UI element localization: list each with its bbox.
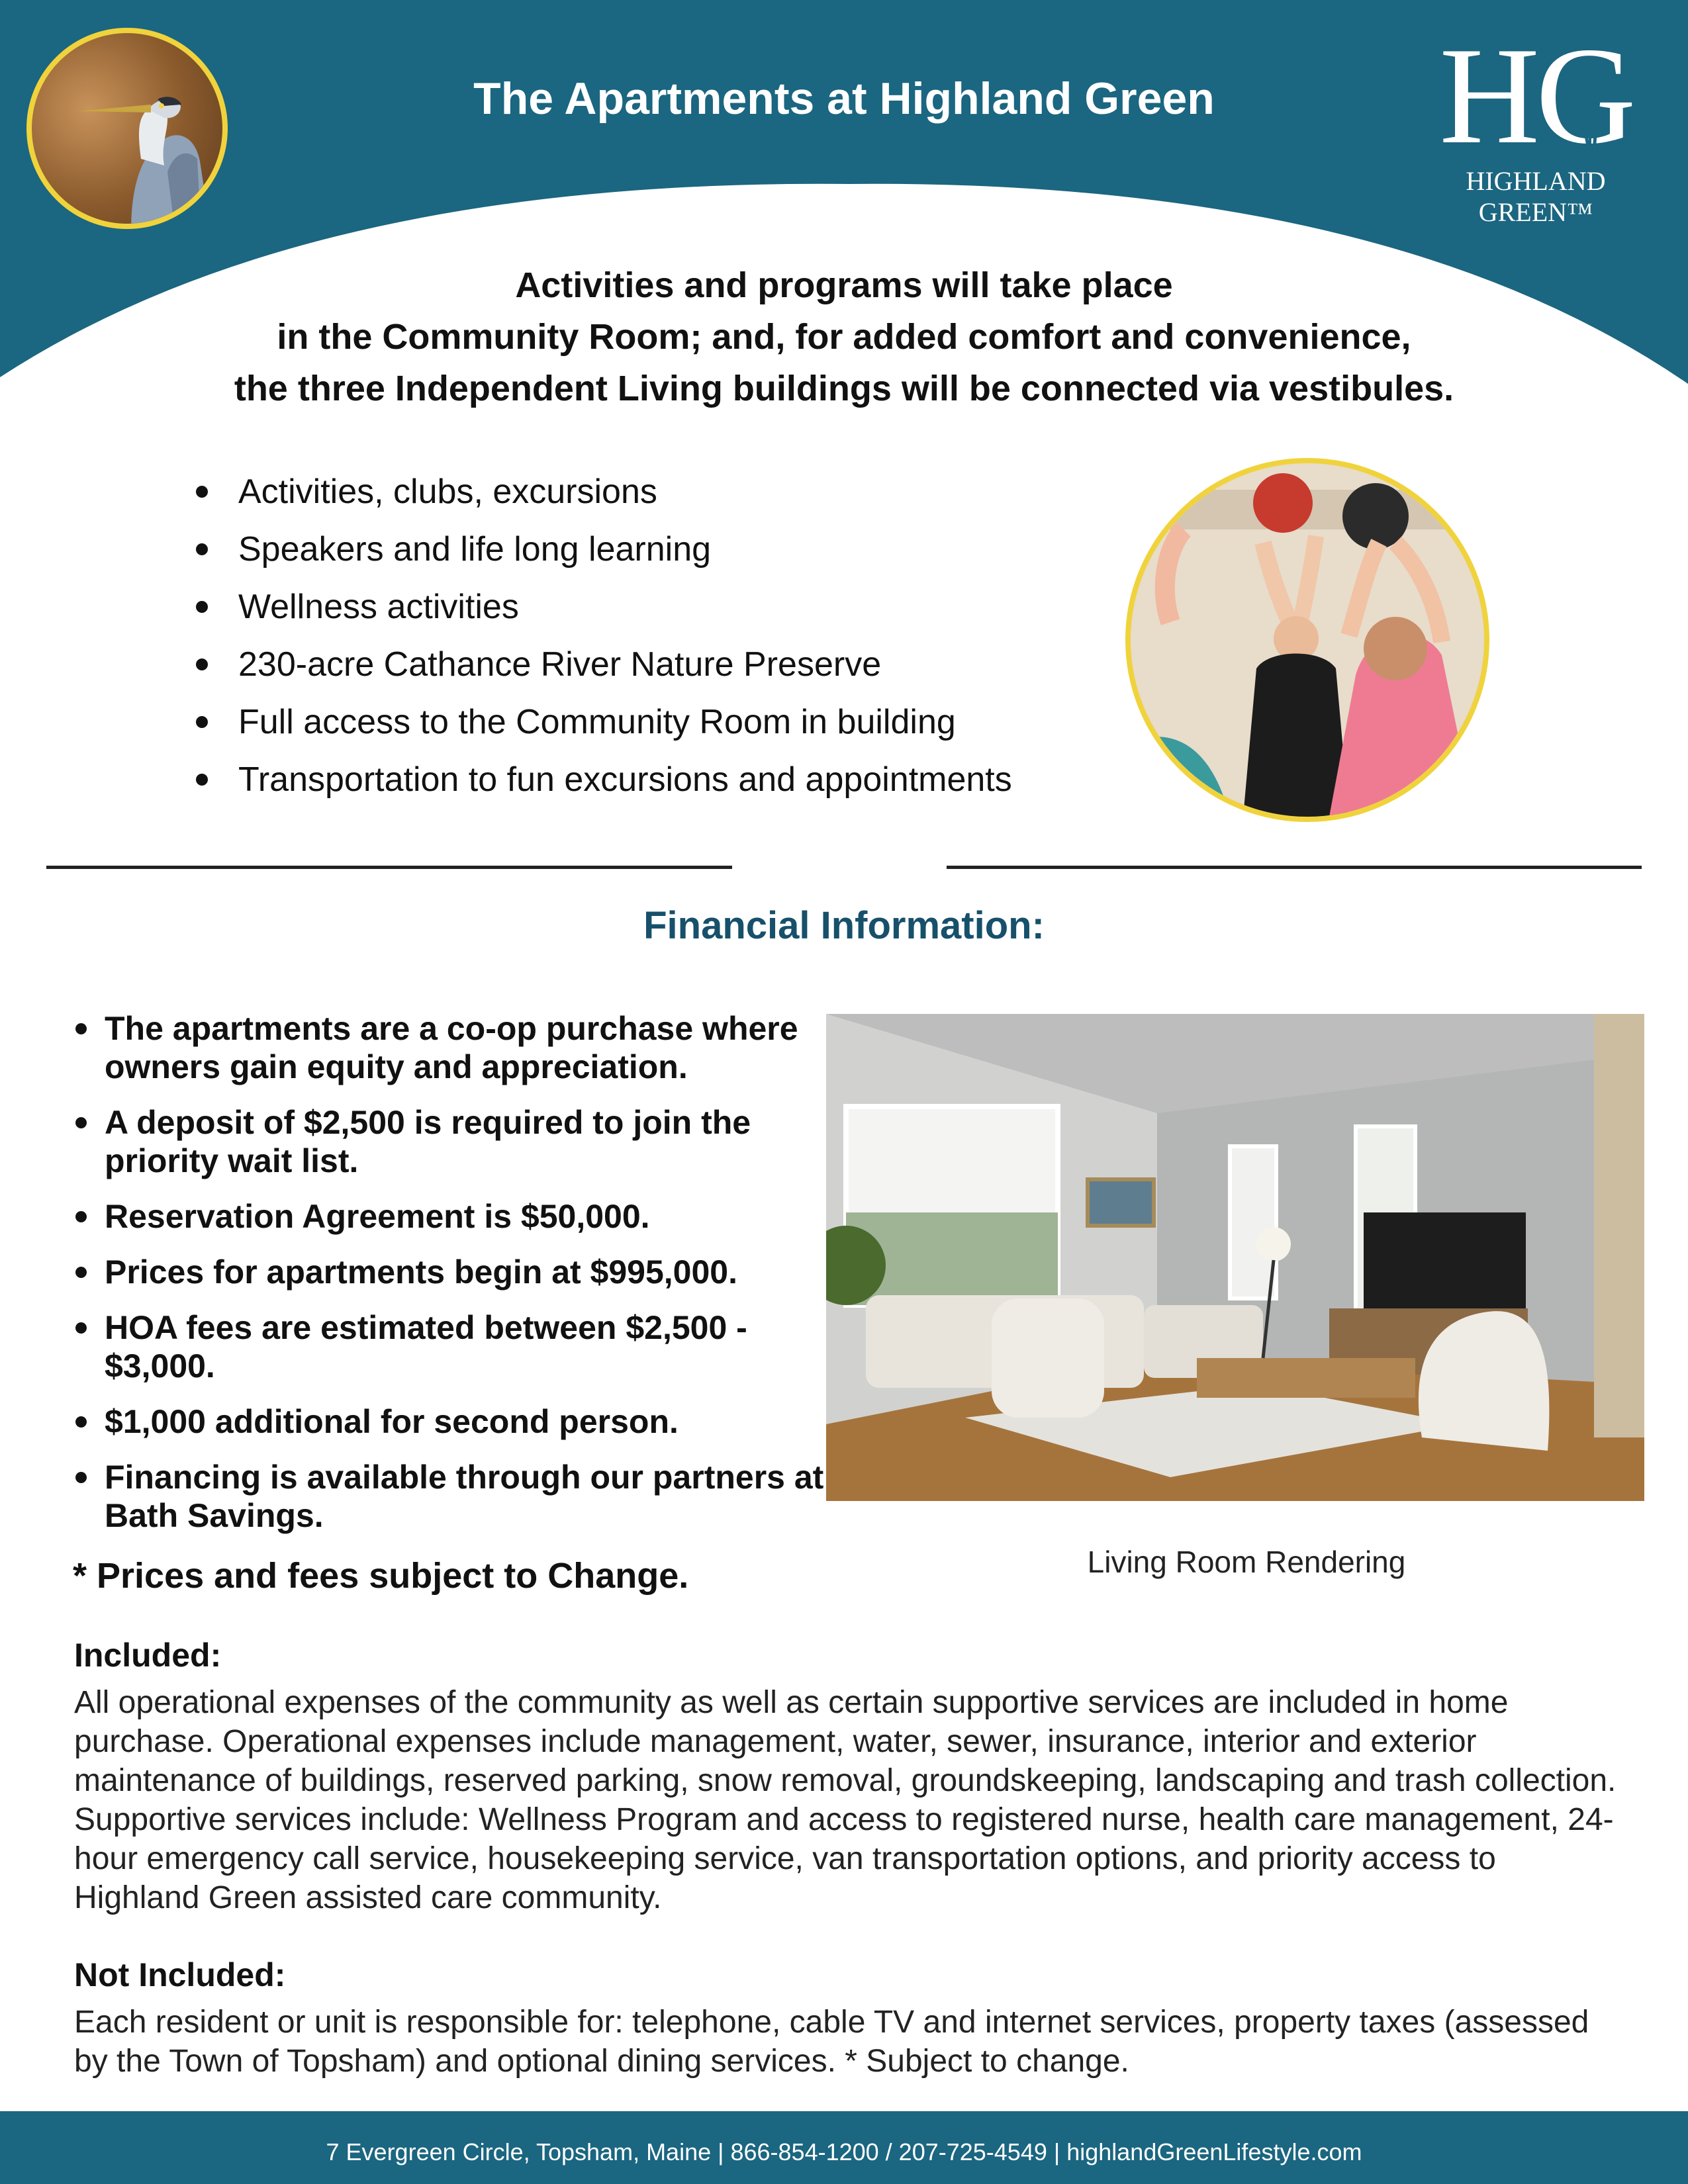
image-caption: Living Room Rendering xyxy=(1087,1545,1406,1579)
list-item: Transportation to fun excursions and appointments xyxy=(192,751,1119,809)
list-item: The apartments are a co-op purchase where owners gain equity and appreciation. xyxy=(73,1009,834,1086)
living-room-rendering xyxy=(826,1014,1644,1501)
list-item: $1,000 additional for second person. xyxy=(73,1402,834,1441)
grass-icon xyxy=(1566,53,1618,165)
financial-list xyxy=(73,1009,834,1552)
footer-contact: 7 Evergreen Circle, Topsham, Maine | 866-854-1200 / 207-725-4549 | highlandGreenLifestyle.com xyxy=(326,2138,1362,2165)
logo-mark: HG xyxy=(1439,19,1632,173)
list-item: Speakers and life long learning xyxy=(192,521,1119,578)
not-included-text: Each resident or unit is responsible for: telephone, cable TV and internet services, property taxes (assessed by the Town of Topsham) and optional dining services. * Subject to change. xyxy=(74,2005,1589,2079)
heron-photo xyxy=(26,28,228,229)
intro-line: Activities and programs will take place xyxy=(515,265,1173,305)
not-included-heading: Not Included: xyxy=(74,1956,286,1993)
list-item: 230-acre Cathance River Nature Preserve xyxy=(192,636,1119,694)
activities-list xyxy=(192,463,1119,809)
list-item: Reservation Agreement is $50,000. xyxy=(73,1197,834,1236)
list-item: Financing is available through our partners at Bath Savings. xyxy=(73,1458,834,1535)
highland-green-logo xyxy=(1410,19,1675,227)
list-item: HOA fees are estimated between $2,500 - $3,000. xyxy=(73,1308,834,1385)
included-text: All operational expenses of the community as well as certain supportive services are included in home purchase. Operational expenses include management, water, sewer, insurance, interior and exterior maintenance of buildings, reserved parking, snow removal, groundskeeping, landscaping and trash collection. Supportive services include: Wellness Program and access to registered nurse, health care management, 24-hour emergency call service, housekeeping service, van transportation options, and priority access to Highland Green assisted care community. xyxy=(74,1685,1617,1915)
list-item: Prices for apartments begin at $995,000. xyxy=(73,1253,834,1291)
fitness-class-photo xyxy=(1125,458,1489,822)
list-item: Activities, clubs, excursions xyxy=(192,463,1119,521)
divider xyxy=(46,866,732,869)
intro-line: in the Community Room; and, for added comfort and convenience, xyxy=(277,317,1411,357)
included-heading: Included: xyxy=(74,1637,222,1674)
logo-name: HIGHLAND GREEN™ xyxy=(1466,166,1606,227)
page-title: The Apartments at Highland Green xyxy=(473,73,1215,124)
list-item: A deposit of $2,500 is required to join the priority wait list. xyxy=(73,1103,834,1180)
intro-statement xyxy=(99,259,1589,414)
list-item: Full access to the Community Room in building xyxy=(192,694,1119,751)
price-disclaimer: * Prices and fees subject to Change. xyxy=(73,1556,689,1596)
list-item: Wellness activities xyxy=(192,578,1119,636)
intro-line: the three Independent Living buildings will be connected via vestibules. xyxy=(234,369,1454,408)
financial-heading: Financial Information: xyxy=(643,904,1045,947)
divider xyxy=(947,866,1642,869)
